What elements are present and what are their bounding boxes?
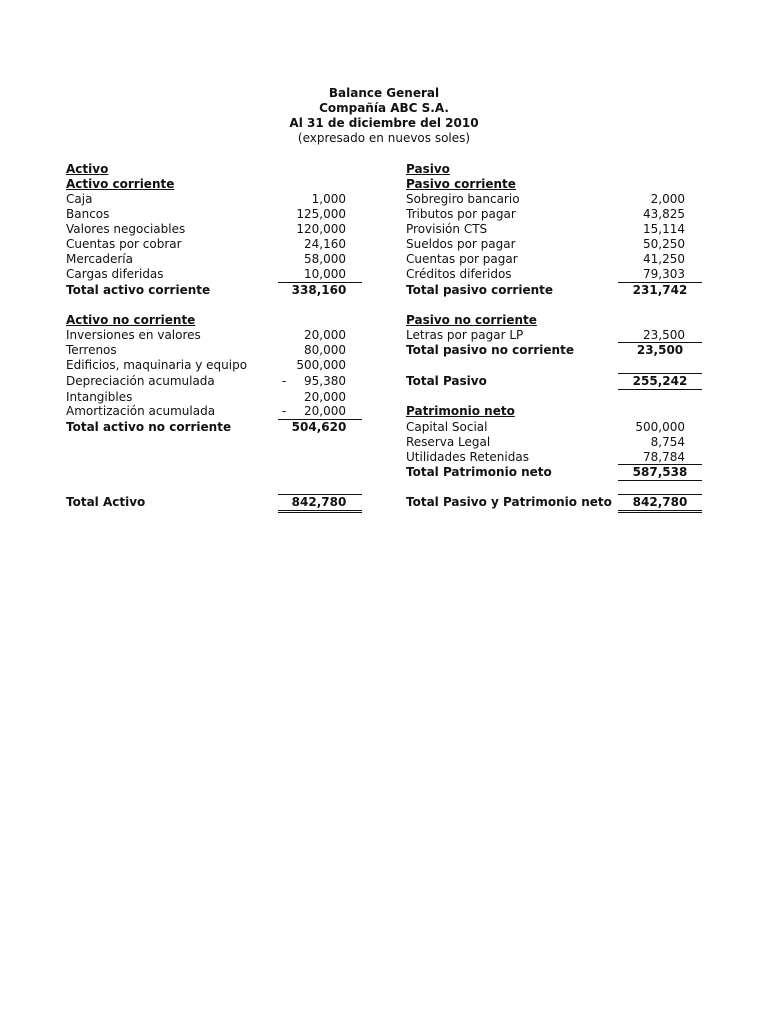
item-value: 500,000 (635, 420, 685, 434)
item-value: 20,000 (304, 404, 346, 418)
item-value: 125,000 (296, 207, 346, 221)
item-label: Terrenos (66, 343, 117, 357)
total-rule-bottom (618, 389, 702, 390)
activo-corriente-heading: Activo corriente (66, 177, 175, 191)
item-value: 20,000 (304, 328, 346, 342)
total-label: Total Activo (66, 495, 146, 509)
total-label: Total pasivo corriente (406, 283, 554, 297)
report-header (0, 86, 768, 146)
item-label: Provisión CTS (406, 222, 488, 236)
item-label: Utilidades Retenidas (406, 450, 529, 464)
item-value: 24,160 (304, 237, 346, 251)
item-value: 79,303 (643, 267, 685, 281)
item-label: Letras por pagar LP (406, 328, 524, 342)
item-label: Edificios, maquinaria y equipo (66, 358, 248, 372)
total-rule-bottom (618, 480, 702, 481)
total-value: 842,780 (291, 495, 347, 509)
item-label: Valores negociables (66, 222, 186, 236)
pasivo-corriente-heading: Pasivo corriente (406, 177, 516, 191)
item-label: Cargas diferidas (66, 267, 164, 281)
item-value: 80,000 (304, 343, 346, 357)
item-value: 23,500 (643, 328, 685, 342)
item-label: Sobregiro bancario (406, 192, 520, 206)
item-value: 1,000 (311, 192, 346, 206)
pasivo-heading: Pasivo (406, 162, 450, 176)
currency-note: (expresado en nuevos soles) (297, 131, 471, 145)
activo-no-corriente-heading: Activo no corriente (66, 313, 196, 327)
item-value: 10,000 (304, 267, 346, 281)
item-label: Caja (66, 192, 93, 206)
minus-sign: - (282, 374, 287, 388)
total-double-rule (278, 510, 362, 513)
item-label: Sueldos por pagar (406, 237, 516, 251)
item-value: 15,114 (643, 222, 685, 236)
item-value: 2,000 (650, 192, 685, 206)
item-label: Créditos diferidos (406, 267, 512, 281)
total-value: 504,620 (291, 420, 347, 434)
item-label: Capital Social (406, 420, 488, 434)
item-label: Tributos por pagar (406, 207, 516, 221)
item-label: Cuentas por cobrar (66, 237, 182, 251)
item-value: 120,000 (296, 222, 346, 236)
item-label: Cuentas por pagar (406, 252, 518, 266)
item-label: Inversiones en valores (66, 328, 201, 342)
company-name: Compañía ABC S.A. (319, 101, 449, 115)
total-value: 587,538 (632, 465, 688, 479)
patrimonio-heading: Patrimonio neto (406, 404, 515, 418)
total-value: 338,160 (291, 283, 347, 297)
item-value: 95,380 (304, 374, 346, 388)
total-value: 842,780 (632, 495, 688, 509)
total-label: Total Pasivo (406, 374, 487, 388)
report-title: Balance General (328, 86, 440, 100)
item-value: 500,000 (296, 358, 346, 372)
item-label: Reserva Legal (406, 435, 491, 449)
item-label: Mercadería (66, 252, 133, 266)
total-value: 255,242 (632, 374, 688, 388)
total-label: Total activo corriente (66, 283, 211, 297)
total-label: Total Patrimonio neto (406, 465, 552, 479)
total-label: Total activo no corriente (66, 420, 232, 434)
item-value: 58,000 (304, 252, 346, 266)
item-label: Intangibles (66, 390, 133, 404)
total-label: Total pasivo no corriente (406, 343, 574, 357)
total-value: 23,500 (636, 343, 684, 357)
item-label: Bancos (66, 207, 110, 221)
item-value: 41,250 (643, 252, 685, 266)
item-value: 8,754 (650, 435, 685, 449)
total-label: Total Pasivo y Patrimonio neto (406, 495, 612, 509)
minus-sign: - (282, 404, 287, 418)
report-date: Al 31 de diciembre del 2010 (289, 116, 479, 130)
item-value: 43,825 (643, 207, 685, 221)
item-value: 50,250 (643, 237, 685, 251)
activo-heading: Activo (66, 162, 109, 176)
total-double-rule (618, 510, 702, 513)
item-label: Depreciación acumulada (66, 374, 215, 388)
total-value: 231,742 (632, 283, 688, 297)
pasivo-no-corriente-heading: Pasivo no corriente (406, 313, 537, 327)
item-label: Amortización acumulada (66, 404, 216, 418)
item-value: 20,000 (304, 390, 346, 404)
item-value: 78,784 (643, 450, 685, 464)
